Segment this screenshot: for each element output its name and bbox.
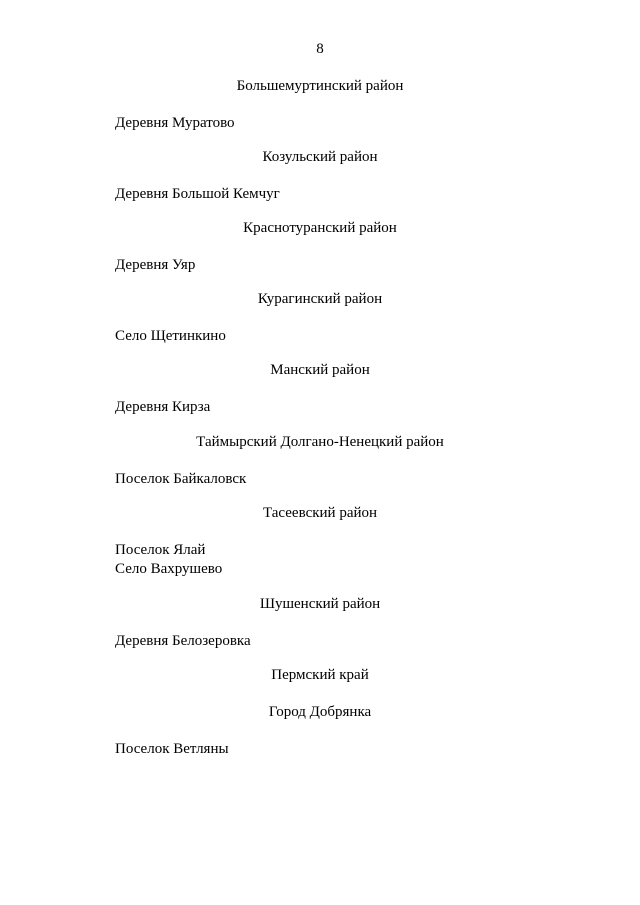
page-number: 8 [316, 41, 324, 57]
district-heading: Козульский район [262, 149, 378, 165]
settlement-item: Деревня Большой Кемчуг [115, 186, 280, 202]
district-heading: Таймырский Долгано-Ненецкий район [196, 434, 444, 450]
district-heading: Тасеевский район [262, 505, 378, 521]
district-heading: Краснотуранский район [243, 220, 397, 236]
settlement-item: Деревня Муратово [115, 115, 235, 131]
district-heading: Большемуртинский район [236, 78, 404, 94]
settlement-item: Деревня Белозеровка [115, 633, 251, 649]
district-heading: Шушенский район [259, 596, 381, 612]
settlement-item: Деревня Кирза [115, 399, 211, 415]
region-heading: Пермский край [271, 667, 369, 683]
district-heading: Курагинский район [257, 291, 383, 307]
settlement-item: Поселок Байкаловск [115, 471, 247, 487]
settlement-item: Деревня Уяр [115, 257, 196, 273]
district-heading: Город Добрянка [268, 704, 372, 720]
district-heading: Манский район [270, 362, 370, 378]
settlement-item: Село Щетинкино [115, 328, 226, 344]
settlement-item: Поселок Ветляны [115, 741, 229, 757]
settlement-item: Поселок Ялай [115, 542, 206, 558]
settlement-item: Село Вахрушево [115, 561, 223, 577]
